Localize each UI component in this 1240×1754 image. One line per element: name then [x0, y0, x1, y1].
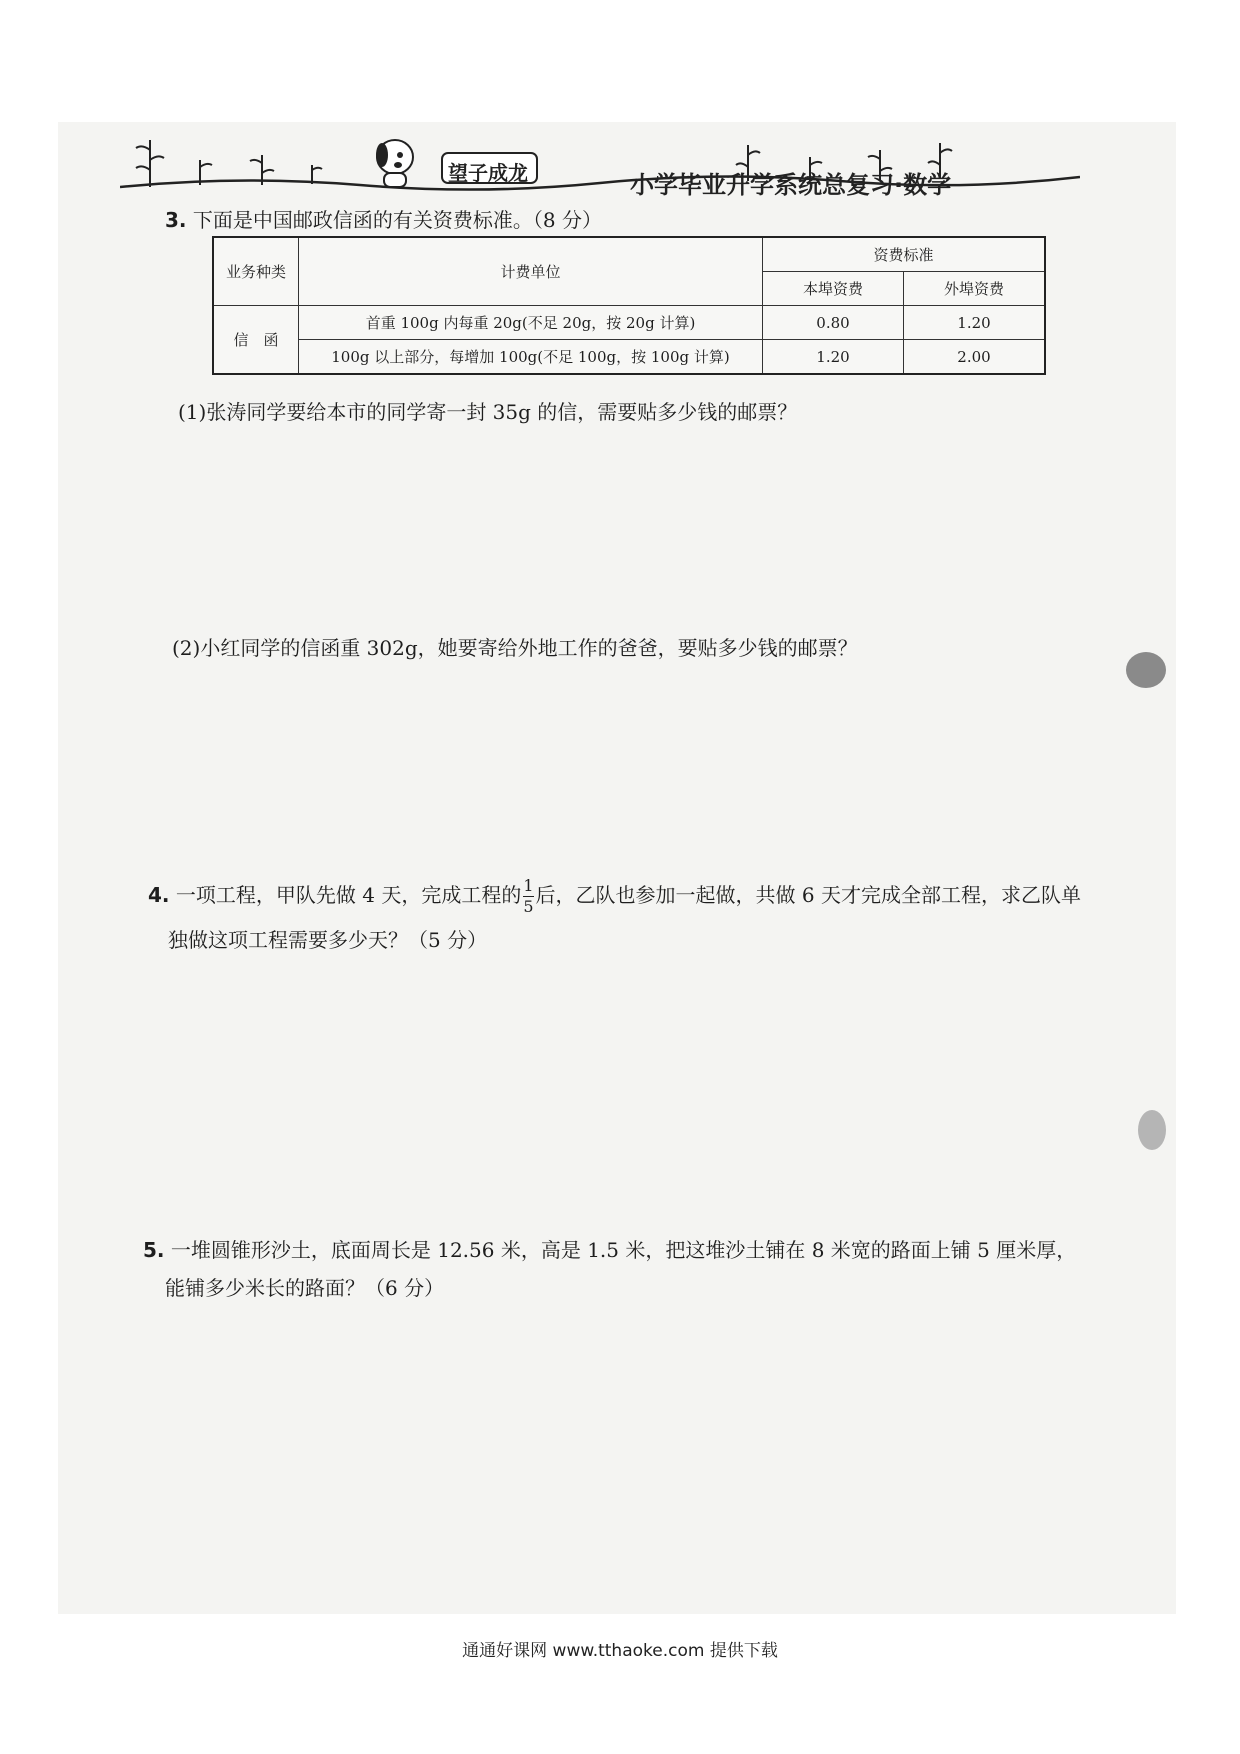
footer-credit: 通通好课网 www.tthaoke.com 提供下载	[462, 1641, 778, 1661]
header-logo: 望子成龙	[448, 161, 528, 185]
question-3	[165, 208, 602, 232]
cell-remote: 2.00	[904, 340, 1046, 375]
question-5-continued: 能铺多少米长的路面？（6 分）	[165, 1276, 445, 1300]
page-header	[120, 125, 1080, 205]
header-local-rate: 本埠资费	[763, 272, 904, 306]
postage-rate-table	[212, 236, 1046, 375]
question-number: 4.	[148, 883, 170, 907]
question-3-part-1: (1)张涛同学要给本市的同学寄一封 35g 的信，需要贴多少钱的邮票？	[178, 400, 798, 424]
cell-local: 1.20	[763, 340, 904, 375]
header-business-type: 业务种类	[213, 237, 299, 306]
header-rate-standard: 资费标准	[763, 237, 1046, 272]
question-5	[143, 1238, 1076, 1262]
dog-mascot-icon	[376, 140, 413, 187]
fraction-one-fifth	[523, 878, 533, 915]
question-4-continued: 独做这项工程需要多少天？（5 分）	[168, 928, 488, 952]
punch-hole	[1138, 1110, 1166, 1150]
cell-remote: 1.20	[904, 306, 1046, 340]
fraction-denominator: 5	[523, 897, 534, 916]
cell-unit: 首重 100g 内每重 20g(不足 20g，按 20g 计算)	[299, 306, 763, 340]
question-number: 3.	[165, 208, 187, 232]
question-text: 后，乙队也参加一起做，共做 6 天才完成全部工程，求乙队单	[535, 883, 1081, 907]
question-text: 下面是中国邮政信函的有关资费标准。（8 分）	[192, 208, 602, 232]
header-billing-unit: 计费单位	[299, 237, 763, 306]
header-title: 小学毕业升学系统总复习·数学	[630, 171, 952, 199]
header-remote-rate: 外埠资费	[904, 272, 1046, 306]
question-text: 一堆圆锥形沙土，底面周长是 12.56 米，高是 1.5 米，把这堆沙土铺在 8 米宽的路面上铺 5 厘米厚，	[170, 1238, 1077, 1262]
question-number: 5.	[143, 1238, 165, 1262]
question-3-part-2: (2)小红同学的信函重 302g，她要寄给外地工作的爸爸，要贴多少钱的邮票？	[172, 636, 858, 660]
punch-hole	[1126, 652, 1166, 688]
question-text: 一项工程，甲队先做 4 天，完成工程的	[175, 883, 522, 907]
fraction-numerator: 1	[523, 876, 534, 895]
cell-letter: 信 函	[213, 306, 299, 375]
cell-local: 0.80	[763, 306, 904, 340]
question-4	[148, 878, 1081, 915]
cell-unit: 100g 以上部分，每增加 100g(不足 100g，按 100g 计算)	[299, 340, 763, 375]
